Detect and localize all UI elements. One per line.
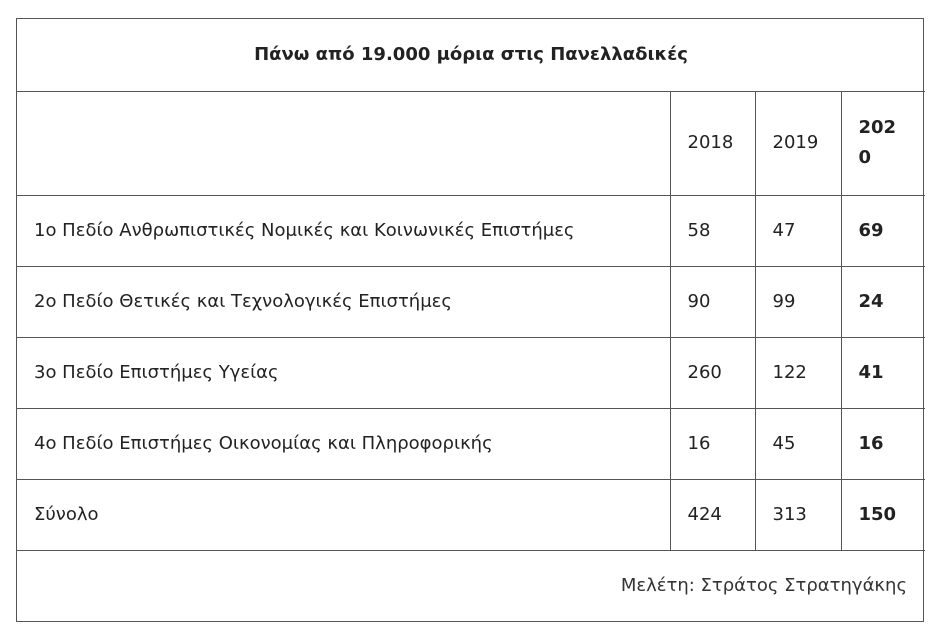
results-table (17, 19, 925, 621)
table-row (17, 195, 925, 266)
row-label: 3ο Πεδίο Επιστήμες Υγείας (17, 337, 670, 408)
value-2018: 260 (670, 337, 755, 408)
year-2020-header: 2020 (841, 91, 925, 195)
value-2019: 122 (755, 337, 841, 408)
table-row (17, 408, 925, 479)
header-empty-cell (17, 91, 670, 195)
table-row (17, 266, 925, 337)
value-2018: 16 (670, 408, 755, 479)
row-label: 4ο Πεδίο Επιστήμες Οικονομίας και Πληροφορικής (17, 408, 670, 479)
value-2019: 99 (755, 266, 841, 337)
value-2020: 24 (841, 266, 925, 337)
value-2019: 45 (755, 408, 841, 479)
total-2018: 424 (670, 479, 755, 550)
total-row (17, 479, 925, 550)
year-2019-header: 2019 (755, 91, 841, 195)
value-2020: 16 (841, 408, 925, 479)
value-2020: 69 (841, 195, 925, 266)
table-title: Πάνω από 19.000 μόρια στις Πανελλαδικές (17, 19, 925, 91)
total-2020: 150 (841, 479, 925, 550)
value-2019: 47 (755, 195, 841, 266)
year-2018-header: 2018 (670, 91, 755, 195)
value-2018: 58 (670, 195, 755, 266)
header-row (17, 91, 925, 195)
study-credit: Μελέτη: Στράτος Στρατηγάκης (17, 550, 925, 621)
table-row (17, 337, 925, 408)
value-2018: 90 (670, 266, 755, 337)
row-label: 2ο Πεδίο Θετικές και Τεχνολογικές Επιστήμες (17, 266, 670, 337)
row-label: 1ο Πεδίο Ανθρωπιστικές Νομικές και Κοινωνικές Επιστήμες (17, 195, 670, 266)
value-2020: 41 (841, 337, 925, 408)
total-label: Σύνολο (17, 479, 670, 550)
table-frame (16, 18, 924, 622)
total-2019: 313 (755, 479, 841, 550)
